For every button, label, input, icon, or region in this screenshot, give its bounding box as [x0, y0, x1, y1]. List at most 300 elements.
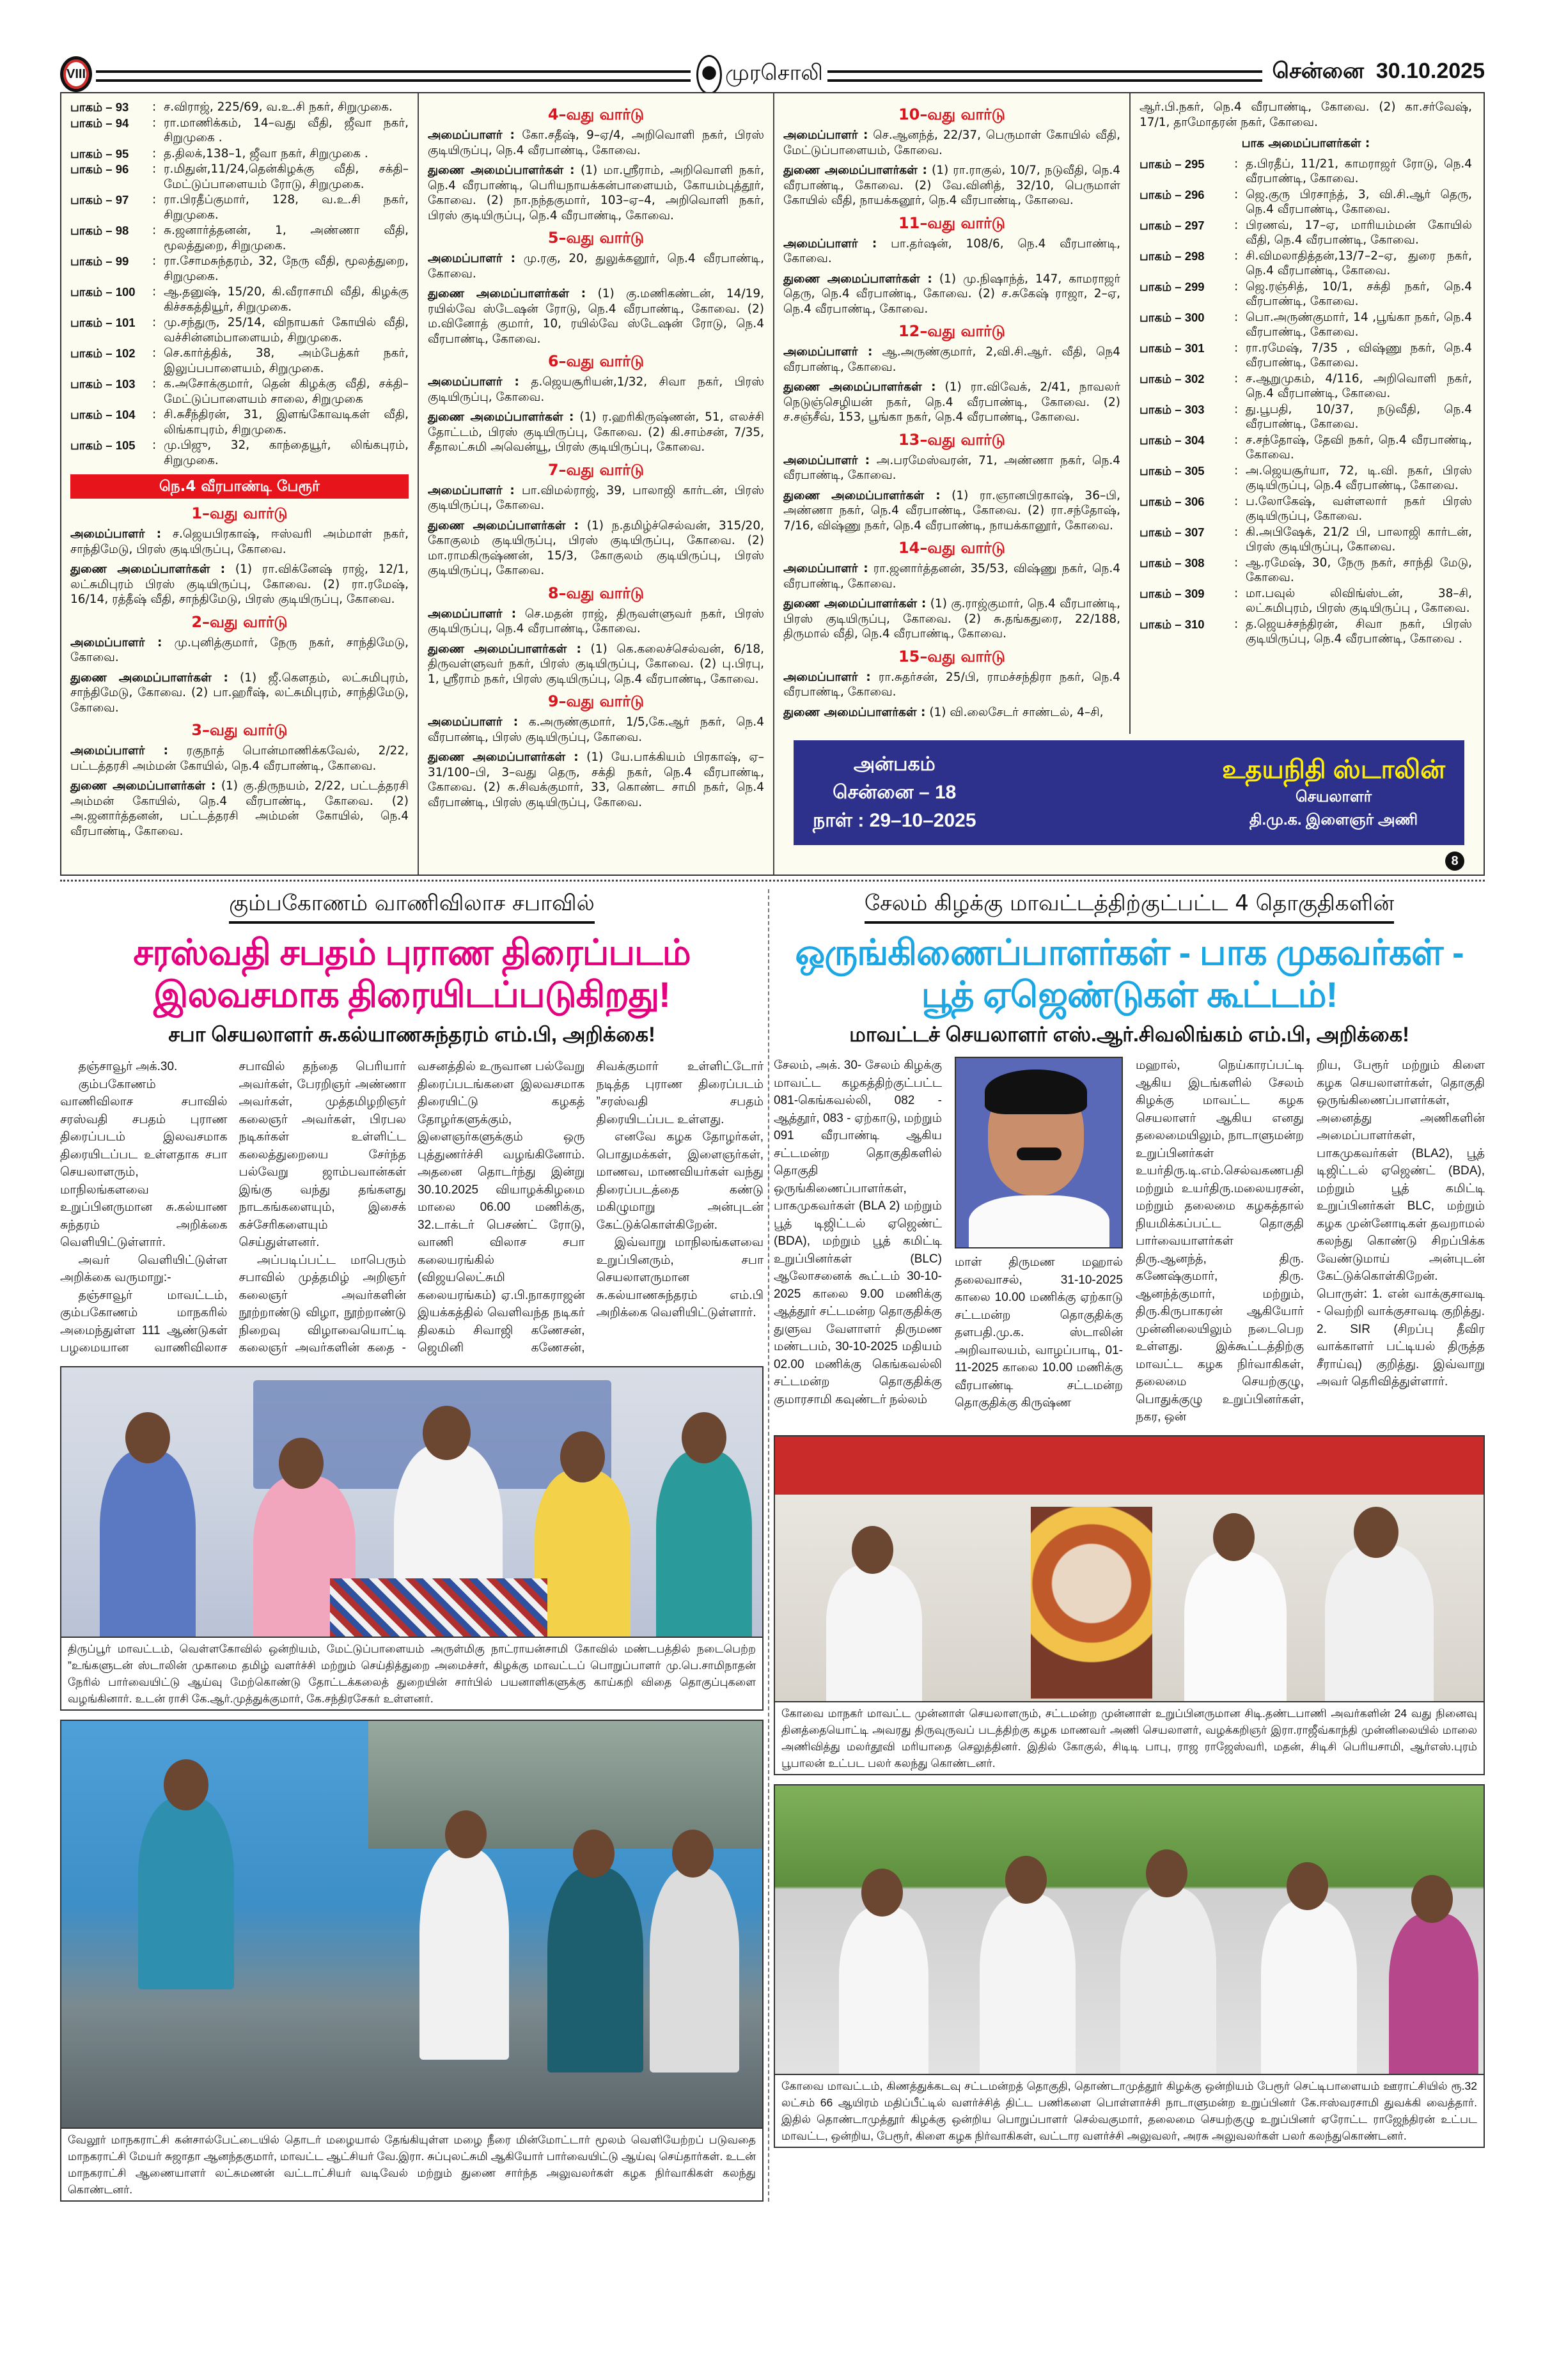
- photo-caption: கோவை மாநகர் மாவட்ட முன்னாள் செயலாளரும், சட்டமன்ற முன்னாள் உறுப்பினருமான சிடி.தண்டபாணி அவர்களின் 24 வது நினைவு தினத்தையொட்டி அவரது திருவுருவப் படத்திற்கு கழக மாணவர் அணி செயலாளர், வழக்கறிஞர் இரா.ராஜீவ்காந்தி முன்னிலையில் மாலை அணிவித்து மலர்தூவி மரியாதை செலுத்தினர். இதில் கோகுல், சிடிடி பாபு, ராஜ ராஜேஸ்வரி, மதன், சிடிசி பெரியசாமி, ஆர்எஸ்.புரம் பூபாலன் உட்பட பலர் கலந்து கொண்டனர்.: [774, 1702, 1485, 1775]
- ward-deputies: [783, 705, 1120, 720]
- ward-organizer: [783, 561, 1120, 591]
- booth-organizer: பிரணவ், 17–ஏ, மாரியம்மன் கோயில் வீதி, நெ.4 வீரபாண்டி, கோவை.: [1246, 218, 1472, 247]
- article-paragraph: அப்படிப்பட்ட மாபெரும் சபாவில் முத்தமிழ் அறிஞர் கலைஞர் அவர்களின் நூற்றாண்டு விழா, நூற்றாண்டு நிறைவு விழாவையொட்டி கலைஞர் அவர்களின் கதை - வசனத்தில் உருவான பல்வேறு திரைப்படங்களை இலவசமாக திரையிட்டு கழகத் தோழர்களுக்கும், இளைஞர்களுக்கும் ஒரு புத்துணர்ச்சி வழங்கினோம். அதனை தொடர்ந்து இன்று 30.10.2025 வியாழக்கிழமை மாலை 06.00 மணிக்கு, 32.டாக்டர் பெசண்ட் ரோடு, வாணி விலாச சபா கலையரங்கில் (விஜயலெட்சுமி கலையரங்கம்) ஏ.பி.நாகராஜன் இயக்கத்தில் வெளிவந்த நடிகர் திலகம் சிவாஜி கணேசன், ஜெமினி கணேசன், சிவக்குமார் உள்ளிட்டோர் நடித்த புராண திரைப்படம் ”சரஸ்வதி சபதம் திரையிடப்பட உள்ளது.: [239, 1060, 764, 1355]
- ward-deputies: [783, 488, 1120, 534]
- ward-deputies: [783, 163, 1120, 208]
- booth-organizer: அ.ஜெயசூர்யா, 72, டி.வி. நகர், பிரஸ் குடியிருப்பு, நெ.4 வீரபாண்டி, கோவை.: [1246, 463, 1472, 492]
- booth-entry: [1140, 586, 1472, 616]
- booth-number: பாகம் – 309: [1140, 586, 1205, 600]
- organizer-details: மு.புனித்குமார், நேரு நகர், சாந்திமேடு, கோவை.: [70, 635, 409, 664]
- booth-number: பாகம் – 104: [70, 408, 136, 421]
- booth-number: பாகம் – 298: [1140, 249, 1205, 263]
- newspaper-name: முரசொலி: [725, 60, 823, 86]
- booth-entry: [70, 438, 409, 468]
- organizer-details: த.ஜெயசூரியன்,1/32, சிவா நகர், பிரஸ் குடியிருப்பு, கோவை.: [428, 375, 764, 404]
- article-body-col-3: மஹால், நெய்காரப்பட்டி ஆகிய இடங்களில் சேலம் கிழக்கு மாவட்ட கழக செயலாளர் ஆகிய எனது தலைமையிலும், நாடாளுமன்ற உறுப்பினர்கள் உயர்திரு.டி.எம்.செல்வகணபதி மற்றும் உயர்திரு.மலையரசன், மற்றும் தலைமை கழகத்தால் நியமிக்கப்பட்ட தொகுதி பார்வையாளர்கள் திரு.ஆனந்த், திரு. கணேஷ்குமார், திரு. ஆனந்த்குமார், மற்றும், திரு.கிருபாகரன் ஆகியோர் முன்னிலையிலும் நடைபெற உள்ளது. இக்கூட்டத்திற்கு மாவட்ட கழக நிர்வாகிகள், தலைமை செயற்குழு, பொதுக்குழு உறுப்பினர்கள், நகர, ஒன்: [1136, 1059, 1304, 1424]
- organizer-label: அமைப்பாளர் :: [428, 607, 517, 621]
- ward-deputies: [783, 380, 1120, 425]
- booth-number: பாகம் – 308: [1140, 556, 1205, 570]
- booth-entry: [70, 146, 409, 162]
- organizer-details: மு.ரகு, 20, துலுக்கனூர், நெ.4 வீரபாண்டி, கோவை.: [428, 252, 764, 281]
- booth-entry: [1140, 187, 1472, 217]
- dateline: [1267, 59, 1485, 86]
- deputies-label: துணை அமைப்பாளர்கள் :: [70, 671, 228, 685]
- booth-organizer: ரா.பிரதீப்குமார், 128, வ.உ.சி நகர், சிறுமுகை.: [164, 193, 409, 222]
- ward-deputies: [428, 286, 764, 346]
- separator-colon: :: [152, 162, 157, 176]
- ward-heading: 15–வது வார்டு: [898, 647, 1005, 665]
- article-headline: ஒருங்கிணைப்பாளர்கள் - பாக முகவர்கள் - பூத் ஏஜெண்டுகள் கூட்டம்!: [795, 932, 1464, 1015]
- separator-colon: :: [152, 439, 157, 452]
- separator-colon: :: [1234, 525, 1239, 539]
- booth-number: பாகம் – 93: [70, 100, 129, 114]
- booth-organizer: சி.சுசீந்திரன், 31, இளங்கோவடிகள் வீதி, லிங்காபுரம், சிறுமுகை.: [164, 408, 409, 437]
- ward-block: [70, 504, 409, 607]
- ward-organizer: [428, 375, 764, 405]
- edition-city: சென்னை: [1272, 59, 1364, 83]
- ward-block: [783, 105, 1120, 208]
- deputies-label: துணை அமைப்பாளர்கள் :: [428, 164, 575, 177]
- separator-colon: :: [152, 346, 157, 360]
- deputies-label: துணை அமைப்பாளர்கள் :: [70, 779, 216, 793]
- booth-organizer: ச.ஆறுமுகம், 4/116, அறிவொளி நகர், நெ.4 வீரபாண்டி, கோவை.: [1246, 371, 1472, 400]
- separator-colon: :: [152, 146, 157, 160]
- booth-entry: [70, 346, 409, 376]
- organizer-label: அமைப்பாளர் :: [70, 635, 162, 649]
- article-body-col-1: சேலம், அக். 30- சேலம் கிழக்கு மாவட்ட கழகத்திற்குட்பட்ட 081-கெங்கவல்லி, 082 - ஆத்தூர், 083 - ஏற்காடு, மற்றும் 091 வீரபாண்டி ஆகிய சட்டமன்ற தொகுதிகளில் தொகுதி ஒருங்கிணைப்பாளர்கள், பாகமுகவர்கள் (BLA 2) மற்றும் பூத் டிஜிட்டல் ஏஜெண்ட் (BDA), மற்றும் பூத் கமிட்டி உறுப்பினர்கள் (BLC) ஆலோசனைக் கூட்டம் 30-10-2025 காலை 9.00 மணிக்கு ஆத்தூர் சட்டமன்ற தொகுதிக்கு துளுவ வேளாளர் திருமண மண்டபம், 30-10-2025 மதியம் 02.00 மணிக்கு கெங்கவல்லி சட்டமன்ற தொகுதிக்கு குமாரசாமி கவுண்டர் நல்லம்: [774, 1059, 942, 1406]
- ward-heading: 11–வது வார்டு: [898, 214, 1005, 232]
- photo-caption: கோவை மாவட்டம், கிணத்துக்கடவு சட்டமன்றத் தொகுதி, தொண்டாமுத்தூர் கிழக்கு ஒன்றியம் பேரூர் செட்டிபாளையம் ஊராட்சியில் ரூ.32 லட்சம் 66 ஆயிரம் மதிப்பீட்டில் வளர்ச்சித் திட்ட பணிகளை பொள்ளாச்சி நாடாளுமன்ற உறுப்பினர் கே.ஈஸ்வரசாமி துவக்கி வைத்தார். இதில் தொண்டாமுத்தூர் கிழக்கு ஒன்றிய பொறுப்பாளர் செல்வகுமார், தலைமை செயற்குழு உறுப்பினர் ஏரோட்ட ராஜேந்திரன் உட்பட மாவட்ட, ஒன்றிய, பேரூர், கிளை கழக நிர்வாகிகள், வட்டார வளர்ச்சி அலுவலர், அரசு அலுவலர்கள் பலர் கலந்துகொண்டனர்.: [774, 2075, 1485, 2148]
- separator-colon: :: [1234, 463, 1239, 478]
- ward-deputies: [70, 671, 409, 716]
- article-subheadline: சபா செயலாளர் சு.கல்யாணசுந்தரம் எம்.பி, அறிக்கை!: [168, 1023, 655, 1046]
- booth-number: பாகம் – 302: [1140, 371, 1205, 385]
- booth-organizer: சு.ஜனார்த்தனன், 1, அண்ணா வீதி, மூலத்துறை, சிறுமுகை.: [164, 224, 409, 253]
- issuer-address: [813, 751, 976, 835]
- booth-number: பாகம் – 303: [1140, 402, 1205, 416]
- deputies-label: துணை அமைப்பாளர்கள் :: [428, 518, 579, 533]
- booth-organizer: ஆ.ரமேஷ், 30, நேரு நகர், சாந்தி மேடு, கோவை.: [1246, 556, 1472, 584]
- booth-number: பாகம் – 97: [70, 193, 129, 206]
- booth-number: பாகம் – 296: [1140, 187, 1205, 201]
- ward-block: [428, 105, 764, 223]
- booth-organizer: த.ஜெயச்சந்திரன், சிவா நகர், பிரஸ் குடியிருப்பு, நெ.4 வீரபாண்டி, கோவை .: [1246, 617, 1472, 646]
- issue-date: 30.10.2025: [1375, 59, 1485, 83]
- booth-number: பாகம் – 94: [70, 116, 129, 130]
- ward-heading: 10–வது வார்டு: [898, 105, 1005, 123]
- appointments-notice-box: [60, 92, 1485, 876]
- ward-block: [428, 692, 764, 810]
- booth-entry: [1140, 617, 1472, 647]
- deputies-details: (1) ஜீ.கௌதம், லட்சுமிபுரம், சாந்திமேடு, கோவை. (2) பா.ஹரீஷ், லட்சுமிபுரம், சாந்திமேடு, கோவை.: [70, 671, 409, 715]
- ward-heading: 2–வது வார்டு: [191, 612, 288, 631]
- deputies-label: துணை அமைப்பாளர்கள் :: [428, 642, 581, 656]
- booth-organizer: ச.சந்தோஷ், தேவி நகர், நெ.4 வீரபாண்டி, கோவை.: [1246, 433, 1472, 462]
- booth-entry: [1140, 556, 1472, 586]
- organizer-details: செ.ஆனந்த், 22/37, பெருமாள் கோயில் வீதி, மேட்டுப்பாளையம், கோவை.: [783, 128, 1120, 157]
- booth-number: பாகம் – 310: [1140, 617, 1205, 631]
- organizer-details: ஆ.அருண்குமார், 2,வி.சி.ஆர். வீதி, நெ4 வீரபாண்டி, கோவை.: [783, 345, 1120, 374]
- section-subheading: பாக அமைப்பாளர்கள் :: [1241, 137, 1370, 150]
- article-kicker: [60, 889, 764, 924]
- issuer-role: செயலாளர்: [1295, 788, 1372, 805]
- booth-number: பாகம் – 98: [70, 224, 129, 237]
- separator-colon: :: [152, 254, 157, 268]
- issuer-name: உதயநிதி ஸ்டாலின்: [1222, 756, 1445, 784]
- photo-caption: வேலூர் மாநகராட்சி கன்சால்பேட்டையில் தொடர் மழையால் தேங்கியுள்ள மழை நீரை மின்மோட்டார் மூலம் வெளியேற்றப் படுவதை மாநகராட்சி மேயர் சுஜாதா ஆனந்தகுமார், மாவட்ட ஆட்சியர் வே.இரா. சுப்புலட்சுமி ஆகியோர் பார்வையிட்டு ஆய்வு செய்தார்கள். உடன் மாநகராட்சி ஆணையாளர் லட்சுமணன் வட்டாட்சியர் வடிவேல் மற்றும் துணை சார்ந்த அலுவலர்கள் கழக நிர்வாகிகள் கலந்து கொண்டனர்.: [60, 2129, 764, 2202]
- booth-number: பாகம் – 100: [70, 285, 136, 299]
- issuer-place: அன்பகம்: [853, 754, 936, 775]
- booth-entry: [1140, 433, 1472, 463]
- booth-entry: [1140, 525, 1472, 555]
- article-headline: சரஸ்வதி சபதம் புராண திரைப்படம் இலவசமாக திரையிடப்படுகிறது!: [133, 932, 691, 1015]
- booth-organizer: ர.மிதுன்,11/24,தென்கிழக்கு வீதி, சக்தி–மேட்டுப்பாளையம் ரோடு, சிறுமுகை.: [164, 162, 409, 191]
- booth-organizer: மா.பவுல் லிவிங்ஸ்டன், 38–சி, லட்சுமிபுரம், பிரஸ் குடியிருப்பு , கோவை.: [1246, 586, 1472, 615]
- deputies-details: (1) ர.ஹரிகிருஷ்ணன், 51, எலச்சி தோட்டம், பிரஸ் குடியிருப்பு, கோவை. (2) கி.சாம்சன், 7/35, சீதாலட்சுமி அவென்யூ, பிரஸ் குடியிருப்பு, கோவை.: [428, 410, 764, 454]
- ward-block: [428, 228, 764, 346]
- organizer-label: அமைப்பாளர் :: [428, 715, 519, 729]
- organizer-details: ரா.சுதர்சன், 25/பி, ராமச்சந்திரா நகர், நெ.4 வீரபாண்டி, கோவை.: [783, 670, 1120, 699]
- notice-column-1: [61, 93, 418, 875]
- deputies-label: துணை அமைப்பாளர்கள் :: [783, 380, 936, 394]
- separator-colon: :: [152, 285, 157, 299]
- separator-colon: :: [1234, 157, 1239, 171]
- booth-organizer: மு.சந்துரு, 25/14, விநாயகர் கோயில் வீதி, வச்சின்னம்பாளையம், சிறுமுகை.: [164, 316, 409, 345]
- deputies-label: துணை அமைப்பாளர்கள் :: [783, 272, 932, 286]
- issue-date-notice: நாள் : 29–10–2025: [813, 810, 976, 831]
- booth-organizer: க.அசோக்குமார், தென் கிழக்கு வீதி, சக்தி–மேட்டுப்பாளையம் சாலை, சிறுமுகை: [164, 377, 409, 406]
- separator-colon: :: [1234, 310, 1239, 324]
- notice-column-4: [1129, 93, 1481, 734]
- deputies-label: துணை அமைப்பாளர்கள் :: [783, 488, 941, 502]
- notice-right-half: [773, 93, 1484, 875]
- separator-colon: :: [1234, 617, 1239, 631]
- separator-colon: :: [1234, 218, 1239, 232]
- page-number-badge: VIII: [60, 56, 92, 92]
- booth-entry: [1140, 494, 1472, 524]
- deputies-label: துணை அமைப்பாளர்கள் :: [428, 410, 574, 424]
- booth-number: பாகம் – 295: [1140, 157, 1205, 171]
- booth-organizer: ஜெ.குரு பிரசாந்த், 3, வி.சி.ஆர் தெரு, நெ.4 வீரபாண்டி, கோவை.: [1246, 187, 1472, 216]
- deputies-label: துணை அமைப்பாளர்கள் :: [783, 597, 927, 611]
- issuer-identity: [1222, 754, 1445, 832]
- organizer-label: அமைப்பாளர் :: [70, 527, 162, 541]
- article-body-col-4: றிய, பேரூர் மற்றும் கிளை கழக செயலாளர்கள், தொகுதி ஒருங்கிணைப்பாளர்கள், அனைத்து அணிகளின் அமைப்பாளர்கள், பாகமுகவர்கள் (BLA2), பூத் டிஜிட்டல் ஏஜெண்ட் (BDA), மற்றும் பூத் கமிட்டி உறுப்பினர்கள் BLC, மற்றும் கழக முன்னோடிகள் தவறாமல் கலந்து கொண்டு சிறப்பிக்க வேண்டுமாய் அன்புடன் கேட்டுக்கொள்கிறேன். பொருள்: 1. என் வாக்குசாவடி - வெற்றி வாக்குசாவடி குறித்து. 2. SIR (சிறப்பு தீவிர வாக்காளர் பட்டியல் திருத்த சீராய்வு) குறித்து. இவ்வாறு அவர் தெரிவித்துள்ளார்.: [1317, 1059, 1485, 1388]
- deputies-details: (1) மா.ஸ்ரீராம், அறிவொளி நகர், நெ.4 வீரபாண்டி, பெரியநாயக்கன்பாளையம், கோயம்புத்தூர், கோவை. (2) நா.நந்தகுமார், 103–ஏ–4, அறிவொளி நகர், பிரஸ் குடியிருப்பு, நெ.4 வீரபாண்டி, கோவை.: [428, 164, 764, 222]
- organizer-label: அமைப்பாளர் :: [428, 375, 519, 389]
- booth-entry: [70, 407, 409, 437]
- ward-heading: 5–வது வார்டு: [547, 229, 645, 247]
- booth-entry: [1140, 218, 1472, 248]
- ward-organizer: [70, 743, 409, 774]
- separator-colon: :: [152, 193, 157, 206]
- signature-area: [773, 734, 1484, 875]
- murasoli-logo-icon: [696, 55, 722, 95]
- page-header: [60, 56, 1485, 92]
- ward-heading: 13–வது வார்டு: [898, 430, 1005, 449]
- separator-colon: :: [1234, 402, 1239, 416]
- ward-heading: 9–வது வார்டு: [547, 692, 645, 710]
- organizer-label: அமைப்பாளர் :: [783, 562, 868, 575]
- booth-organizer: பொ.அருண்குமார், 14 ,பூங்கா நகர், நெ.4 வீரபாண்டி, கோவை.: [1246, 310, 1472, 339]
- deputies-details: (1) ரா.விக்னேஷ் ராஜ், 12/1, லட்சுமிபுரம் பிரஸ் குடியிருப்பு, கோவை. (2) ரா.ரமேஷ், 16/14, ரத்தீஷ் வீதி, சாந்திமேடு, பிரஸ் குடியிருப்பு, கோவை.: [70, 563, 409, 606]
- deputies-label: துணை அமைப்பாளர்கள் :: [70, 563, 226, 576]
- organizer-details: ரா.ஜனார்த்தனன், 35/53, விஷ்ணு நகர், நெ.4 வீரபாண்டி, கோவை.: [783, 562, 1121, 591]
- ward-block: [428, 352, 764, 455]
- deputies-details: (1) ந.தமிழ்ச்செல்வன், 315/20, கோகுலம் குடியிருப்பு, பிரஸ் குடியிருப்பு, கோவை. (2) மா.ராமகிருஷ்ணன், 15/3, கோகுலம் குடியிருப்பு, பிரஸ் குடியிருப்பு, கோவை.: [428, 518, 764, 577]
- booth-entry: [1140, 249, 1472, 279]
- organizer-details: செ.மதன் ராஜ், திருவள்ளுவர் நகர், பிரஸ் குடியிருப்பு, நெ.4 வீரபாண்டி, கோவை.: [428, 607, 764, 635]
- issuer-wing: தி.மு.க. இளைஞர் அணி: [1249, 811, 1418, 828]
- header-rule-right: [827, 70, 1262, 82]
- ward-heading: 8–வது வார்டு: [547, 584, 645, 602]
- booth-entry: [1140, 463, 1472, 494]
- booth-organizer: ரா.மாணிக்கம், 14–வது வீதி, ஜீவா நகர், சிறுமுகை .: [164, 116, 409, 144]
- booth-entry: [1140, 157, 1472, 187]
- deputies-details: (1) கு.திருநயம், 2/22, பட்டத்தரசி அம்மன் கோயில், நெ.4 வீரபாண்டி, கோவை. (2) அ.ஜனார்த்தனன், பட்டத்தரசி அம்மன் கோயில், நெ.4 வீரபாண்டி, கோவை.: [70, 779, 409, 838]
- booth-organizer: செ.கார்த்திக், 38, அம்பேத்கர் நகர், இலுப்பபாளையம், சிறுமுகை.: [164, 346, 409, 375]
- booth-number: பாகம் – 96: [70, 162, 129, 176]
- ward-block: [783, 322, 1120, 425]
- photo-caption: திருப்பூர் மாவட்டம், வெள்ளகோவில் ஒன்றியம், மேட்டுப்பாளையம் அருள்மிகு நாட்ராயன்சாமி கோவில் மண்டபத்தில் நடைபெற்ற ”உங்களுடன் ஸ்டாலின் முகாமை தமிழ் வளர்ச்சி மற்றும் செய்தித்துறை அமைச்சர், கிழக்கு மாவட்டப் பொறுப்பாளர் மு.பெ.சாமிநாதன் நேரில் பார்வையிட்டு ஆய்வு மேற்கொண்டு தோட்டக்கலைத் துறையின் சார்பில் பயனாளிகளுக்கு காய்கறி விதை தொகுப்புகளை வழங்கினார். உடன் ராசி கே.ஆர்.முத்துக்குமார், கே.சந்திரசேகர் உள்ளனர்.: [60, 1638, 764, 1711]
- booth-number: பாகம் – 305: [1140, 463, 1205, 478]
- ward-organizer: [70, 635, 409, 665]
- article-paragraph: எனவே கழக தோழர்கள், பொதுமக்கள், இளைஞர்கள், மாணவ, மாணவியர்கள் வந்து திரைப்படத்தை கண்டு மகிழுமாறு அன்புடன் கேட்டுக்கொள்கிறேன்.: [596, 1130, 764, 1232]
- ward-block: [428, 584, 764, 687]
- deputies-details: (1) வி.லைசேடர் சாண்டல், 4–சி,: [929, 705, 1104, 719]
- photo-development-works-launch: [774, 1784, 1485, 2075]
- organizer-details: கோ.சதீஷ், 9–ஏ/4, அறிவொளி நகர், பிரஸ் குடியிருப்பு, நெ.4 வீரபாண்டி, கோவை.: [428, 128, 764, 157]
- booth-number: பாகம் – 306: [1140, 494, 1205, 508]
- booth-organizer: கி.அபிஷேக், 21/2 பி, பாலாஜி கார்டன், பிரஸ் குடியிருப்பு, கோவை.: [1246, 525, 1472, 554]
- ward-organizer: [783, 670, 1120, 700]
- ward-block: [783, 430, 1120, 534]
- ward-heading: 1–வது வார்டு: [191, 504, 288, 522]
- booth-number: பாகம் – 105: [70, 439, 136, 452]
- booth-organizer: த.திலக்,138–1, ஜீவா நகர், சிறுமுகை .: [164, 146, 368, 160]
- kicker-text: கும்பகோணம் வாணிவிலாச சபாவில்: [229, 889, 595, 924]
- separator-colon: :: [1234, 494, 1239, 508]
- ward-organizer: [783, 237, 1120, 267]
- photo-rain-water-inspection: [60, 1720, 764, 2129]
- booth-organizer: ரா.சோமசுந்தரம், 32, நேரு வீதி, மூலத்துறை, சிறுமுகை.: [164, 254, 409, 283]
- booth-number: பாகம் – 304: [1140, 433, 1205, 447]
- ward-heading: 6–வது வார்டு: [547, 352, 645, 370]
- booth-number: பாகம் – 300: [1140, 310, 1205, 324]
- booth-number: பாகம் – 102: [70, 346, 136, 360]
- article-paragraph: அவர் வெளியிட்டுள்ள அறிக்கை வருமாறு:-: [60, 1253, 228, 1284]
- separator-colon: :: [152, 100, 157, 114]
- booth-organizer: ஆ.தனுஷ், 15/20, கி.வீராசாமி வீதி, கிழக்கு கிச்சகத்தியூர், சிறுமுகை.: [164, 285, 409, 314]
- ward-heading: 7–வது வார்டு: [547, 460, 645, 479]
- organizer-details: அ.பரமேஸ்வரன், 71, அண்ணா நகர், நெ.4 வீரபாண்டி, கோவை.: [783, 453, 1120, 482]
- booth-organizer: ரா.ரமேஷ், 7/35 , விஷ்ணு நகர், நெ.4 வீரபாண்டி, கோவை.: [1246, 341, 1472, 369]
- deputies-details: (1) ரா.விவேக், 2/41, நாவலர் நெடுஞ்செழியன் நகர், நெ.4 வீரபாண்டி, கோவை. (2) ச.சஞ்சீவ், 153, பூங்கா நகர், நெ.4 வீரபாண்டி, கோவை.: [783, 380, 1120, 424]
- booth-organizer: ச.விராஜ், 225/69, வ.உ.சி நகர், சிறுமுகை.: [164, 100, 393, 114]
- separator-colon: :: [152, 377, 157, 391]
- organizer-label: அமைப்பாளர் :: [428, 483, 515, 497]
- ward-heading: 4–வது வார்டு: [547, 105, 645, 123]
- separator-colon: :: [1234, 433, 1239, 447]
- deputies-label: துணை அமைப்பாளர்கள் :: [783, 705, 926, 719]
- ward-block: [70, 720, 409, 839]
- ward-organizer: [428, 251, 764, 281]
- ward-organizer: [428, 607, 764, 637]
- article-paragraph: இவ்வாறு மாநிலங்களவை உறுப்பினரும், சபா செயலாளருமான சு.கல்யாணசுந்தரம் எம்.பி அறிக்கை வெளியிட்டுள்ளார்.: [596, 1236, 764, 1319]
- ward-organizer: [783, 453, 1120, 483]
- article-paragraph: தஞ்சாவூர் மாவட்டம், கும்பகோணம் மாநகரில் அமைந்துள்ள 111 ஆண்டுகள் பழமையான வாணிவிலாச சபாவில் தந்தை பெரியார் அவர்கள், பேரறிஞர் அண்ணா அவர்கள், முத்தமிழறிஞர் கலைஞர் அவர்கள், பிரபல நடிகர்கள் உள்ளிட்ட கலைத்துறையை சேர்ந்த பல்வேறு ஜாம்பவான்கள் இங்கு வந்து தங்களது நாடகங்களையும், இசைக் கச்சேரிகளையும் செய்துள்ளனர்.: [60, 1060, 406, 1355]
- bottom-articles: [60, 889, 1485, 2202]
- section-divider: [60, 880, 1485, 882]
- ward-deputies: [428, 410, 764, 455]
- booth-organizer: து.பூபதி, 10/37, நடுவீதி, நெ.4 வீரபாண்டி, கோவை.: [1246, 402, 1472, 431]
- separator-colon: :: [152, 408, 157, 421]
- deputies-details: (1) கு.ராஜ்குமார், நெ.4 வீரபாண்டி, பிரஸ் குடியிருப்பு, கோவை. (2) சு.தங்கதுரை, 22/188, திருமால் வீதி, நெ.4 வீரபாண்டி, கோவை.: [783, 597, 1120, 641]
- ward-organizer: [70, 527, 409, 557]
- ward-heading: 3–வது வார்டு: [191, 721, 288, 739]
- ward-organizer: [783, 345, 1120, 375]
- separator-colon: :: [152, 316, 157, 329]
- notice-column-3: [773, 93, 1129, 734]
- ward-heading: 14–வது வார்டு: [898, 539, 1005, 557]
- ward-organizer: [428, 715, 764, 745]
- article-subheadline: மாவட்டச் செயலாளர் எஸ்.ஆர்.சிவலிங்கம் எம்.பி, அறிக்கை!: [849, 1023, 1409, 1046]
- ward-deputies: [428, 518, 764, 579]
- article-body: [60, 1058, 764, 1357]
- organizer-label: அமைப்பாளர் :: [783, 670, 871, 684]
- ward-heading: 12–வது வார்டு: [898, 322, 1005, 340]
- article-paragraph: தஞ்சாவூர் அக்.30.: [78, 1060, 178, 1073]
- booth-entry: [70, 254, 409, 284]
- deputies-details: (1) ரா.ராகுல், 10/7, நடுவீதி, நெ.4 வீரபாண்டி, கோவை. (2) வே.வினித், 32/10, பெருமாள் கோயில் வீதி, நாயக்கனூர், நெ.4 வீரபாண்டி, கோவை.: [783, 164, 1120, 207]
- separator-colon: :: [152, 116, 157, 130]
- notice-right-columns: [773, 93, 1484, 734]
- deputies-details: (1) கெ.கலைச்செல்வன், 6/18, திருவள்ளுவர் நகர், பிரஸ் குடியிருப்பு, கோவை. (2) பு.பிரபு, 1, ஸ்ரீராம் நகர், பிரஸ் குடியிருப்பு, நெ.4 வீரபாண்டி, கோவை.: [428, 642, 764, 686]
- booth-number: பாகம் – 95: [70, 146, 129, 160]
- organizer-label: அமைப்பாளர் :: [428, 252, 516, 265]
- deputies-details: (1) யே.பாக்கியம் பிரகாஷ், ஏ–31/100–பி, 3–வது தெரு, சக்தி நகர், நெ.4 வீரபாண்டி, கோவை. (2) சு.சிவக்குமார், 33, கொண்ட சாமி நகர், நெ.4 வீரபாண்டி, பிரஸ் குடியிருப்பு, கோவை.: [428, 751, 764, 809]
- separator-colon: :: [1234, 187, 1239, 201]
- booth-entry: [70, 315, 409, 345]
- deputies-details: (1) கு.மணிகண்டன், 14/19, ரயில்வே ஸ்டேஷன் ரோடு, நெ.4 வீரபாண்டி, கோவை. (2) ம.வினோத் குமார், 10, ரயில்வே ஸ்டேஷன் ரோடு, நெ.4 வீரபாண்டி, கோவை.: [428, 287, 764, 346]
- ward-deputies: [428, 642, 764, 687]
- booth-entry: [1140, 341, 1472, 371]
- separator-colon: :: [1234, 279, 1239, 293]
- issuer-city: சென்னை – 18: [833, 782, 957, 803]
- booth-entry: [1140, 310, 1472, 340]
- article-body: [774, 1057, 1485, 1426]
- separator-colon: :: [1234, 249, 1239, 263]
- booth-entry: [70, 284, 409, 315]
- ward-block: [783, 538, 1120, 642]
- page-number: 8: [1445, 852, 1464, 871]
- booth-number: பாகம் – 99: [70, 254, 129, 268]
- booth-entry: [70, 162, 409, 192]
- ward-deputies: [428, 750, 764, 810]
- ward-organizer: [428, 128, 764, 158]
- deputies-label: துணை அமைப்பாளர்கள் :: [428, 751, 579, 764]
- ward-organizer: [428, 483, 764, 513]
- booth-entry: [70, 223, 409, 253]
- booth-number: பாகம் – 297: [1140, 218, 1205, 232]
- booth-entry: [1140, 402, 1472, 432]
- separator-colon: :: [1234, 371, 1239, 385]
- ward-deputies: [783, 596, 1120, 642]
- organizer-details: ரகுநாத் பொன்மாணிக்கவேல், 2/22, பட்டத்தரசி அம்மன் கோயில், நெ.4 வீரபாண்டி, கோவை.: [70, 744, 409, 773]
- booth-entry: [70, 100, 409, 115]
- deputies-label: துணை அமைப்பாளர்கள் :: [783, 164, 927, 177]
- issuer-signature-block: [794, 740, 1464, 845]
- organizer-details: ச.ஜெயபிரகாஷ், ஈஸ்வரி அம்மாள் நகர், சாந்திமேடு, பிரஸ் குடியிருப்பு, கோவை.: [70, 527, 409, 556]
- organizer-label: அமைப்பாளர் :: [783, 237, 877, 251]
- booth-entry: [70, 116, 409, 146]
- organizer-details: பா.விமல்ராஜ், 39, பாலாஜி கார்டன், பிரஸ் குடியிருப்பு, கோவை.: [428, 483, 764, 512]
- organizer-details: பா.தர்ஷன், 108/6, நெ.4 வீரபாண்டி, கோவை.: [783, 237, 1120, 265]
- ward-deputies: [70, 779, 409, 839]
- booth-number: பாகம் – 299: [1140, 279, 1205, 293]
- right-article: [774, 889, 1485, 2202]
- ward-block: [783, 647, 1120, 720]
- ward-block: [70, 612, 409, 716]
- booth-entry: [1140, 371, 1472, 401]
- booth-organizer: ப.லோகேஷ், வள்ளலார் நகர் பிரஸ் குடியிருப்பு, கோவை.: [1246, 494, 1472, 523]
- ward-deputies: [428, 163, 764, 223]
- organizer-label: அமைப்பாளர் :: [428, 128, 515, 142]
- photo-memorial-tribute: [774, 1435, 1485, 1702]
- organizer-label: அமைப்பாளர் :: [70, 744, 168, 758]
- article-body-col-2: மாள் திருமண மஹால் தலைவாசல், 31-10-2025 காலை 10.00 மணிக்கு ஏற்காடு சட்டமன்ற தொகுதிக்கு தளபதி.மு.க. ஸ்டாலின் அறிவாலயம், வாழப்பாடி, 01-11-2025 காலை 10.00 மணிக்கு வீரபாண்டி சட்டமன்ற தொகுதிக்கு கிருஷ்ண: [955, 1256, 1123, 1410]
- kicker-text: சேலம் கிழக்கு மாவட்டத்திற்குட்பட்ட 4 தொகுதிகளின்: [865, 889, 1394, 924]
- photo-seed-distribution: [60, 1366, 764, 1638]
- continued-text: ஆர்.பி.நகர், நெ.4 வீரபாண்டி, கோவை. (2) கா.சர்வேஷ், 17/1, தாமோதரன் நகர், கோவை.: [1140, 100, 1472, 129]
- portrait-photo: [955, 1057, 1123, 1248]
- booth-entry: [70, 192, 409, 222]
- deputies-label: துணை அமைப்பாளர்கள் :: [428, 287, 586, 300]
- booth-entry: [1140, 279, 1472, 309]
- booth-organizer: மு.பிஜு, 32, காந்தையூர், லிங்கபுரம், சிறுமுகை.: [164, 439, 409, 467]
- ward-deputies: [783, 272, 1120, 317]
- ward-block: [428, 460, 764, 579]
- ward-block: [783, 214, 1120, 317]
- ward-organizer: [783, 128, 1120, 158]
- booth-number: பாகம் – 301: [1140, 341, 1205, 355]
- separator-colon: :: [1234, 556, 1239, 570]
- booth-organizer: த.பிரதீப், 11/21, காமராஜர் ரோடு, நெ.4 வீரபாண்டி, கோவை.: [1246, 157, 1472, 185]
- ward-deputies: [70, 562, 409, 607]
- booth-organizer: ஜெ.ரஞ்சித், 10/1, சக்தி நகர், நெ.4 வீரபாண்டி, கோவை.: [1246, 279, 1472, 308]
- organizer-label: அமைப்பாளர் :: [783, 453, 870, 467]
- booth-entry: [70, 377, 409, 407]
- booth-organizer: சி.விமலாதித்தன்,13/7–2–ஏ, துரை நகர், நெ.4 வீரபாண்டி, கோவை.: [1246, 249, 1472, 277]
- organizer-label: அமைப்பாளர் :: [783, 345, 873, 359]
- booth-number: பாகம் – 103: [70, 377, 136, 391]
- separator-colon: :: [1234, 586, 1239, 600]
- booth-number: பாகம் – 307: [1140, 525, 1205, 539]
- deputies-details: (1) ரா.ஞானபிரகாஷ், 36–பி, அண்ணா நகர், நெ.4 வீரபாண்டி, கோவை. (2) ரா.சந்தோஷ், 7/16, விஷ்ணு நகர், நெ.4 வீரபாண்டி, நாயக்கானூர், கோவை.: [783, 488, 1120, 533]
- left-article: [60, 889, 764, 2202]
- separator-colon: :: [152, 224, 157, 237]
- article-paragraph: கும்பகோணம் வாணிவிலாச சபாவில் சரஸ்வதி சபதம் புராண திரைப்படம் இலவசமாக திரையிடப்பட உள்ளதாக சபா செயலாளரும், மாநிலங்களவை உறுப்பினருமான சு.கல்யாண சுந்தரம் அறிக்கை வெளியிட்டுள்ளார்.: [60, 1077, 228, 1249]
- organizer-label: அமைப்பாளர் :: [783, 128, 868, 142]
- article-col-2: [955, 1057, 1123, 1426]
- separator-colon: :: [1234, 341, 1239, 355]
- header-rule-left: [96, 70, 691, 82]
- organizer-details: க.அருண்குமார், 1/5,கே.ஆர் நகர், நெ.4 வீரபாண்டி, பிரஸ் குடியிருப்பு, கோவை.: [428, 715, 764, 744]
- notice-column-2: [418, 93, 773, 875]
- article-kicker: [774, 889, 1485, 924]
- deputies-details: (1) மு.நிஷாந்த், 147, காமராஜர் தெரு, நெ.4 வீரபாண்டி, கோவை. (2) ச.சுகேஷ் ராஜா, 2–ஏ, நெ.4 வீரபாண்டி, கோவை.: [783, 272, 1120, 316]
- section-banner: நெ.4 வீரபாண்டி பேரூர்: [70, 474, 409, 499]
